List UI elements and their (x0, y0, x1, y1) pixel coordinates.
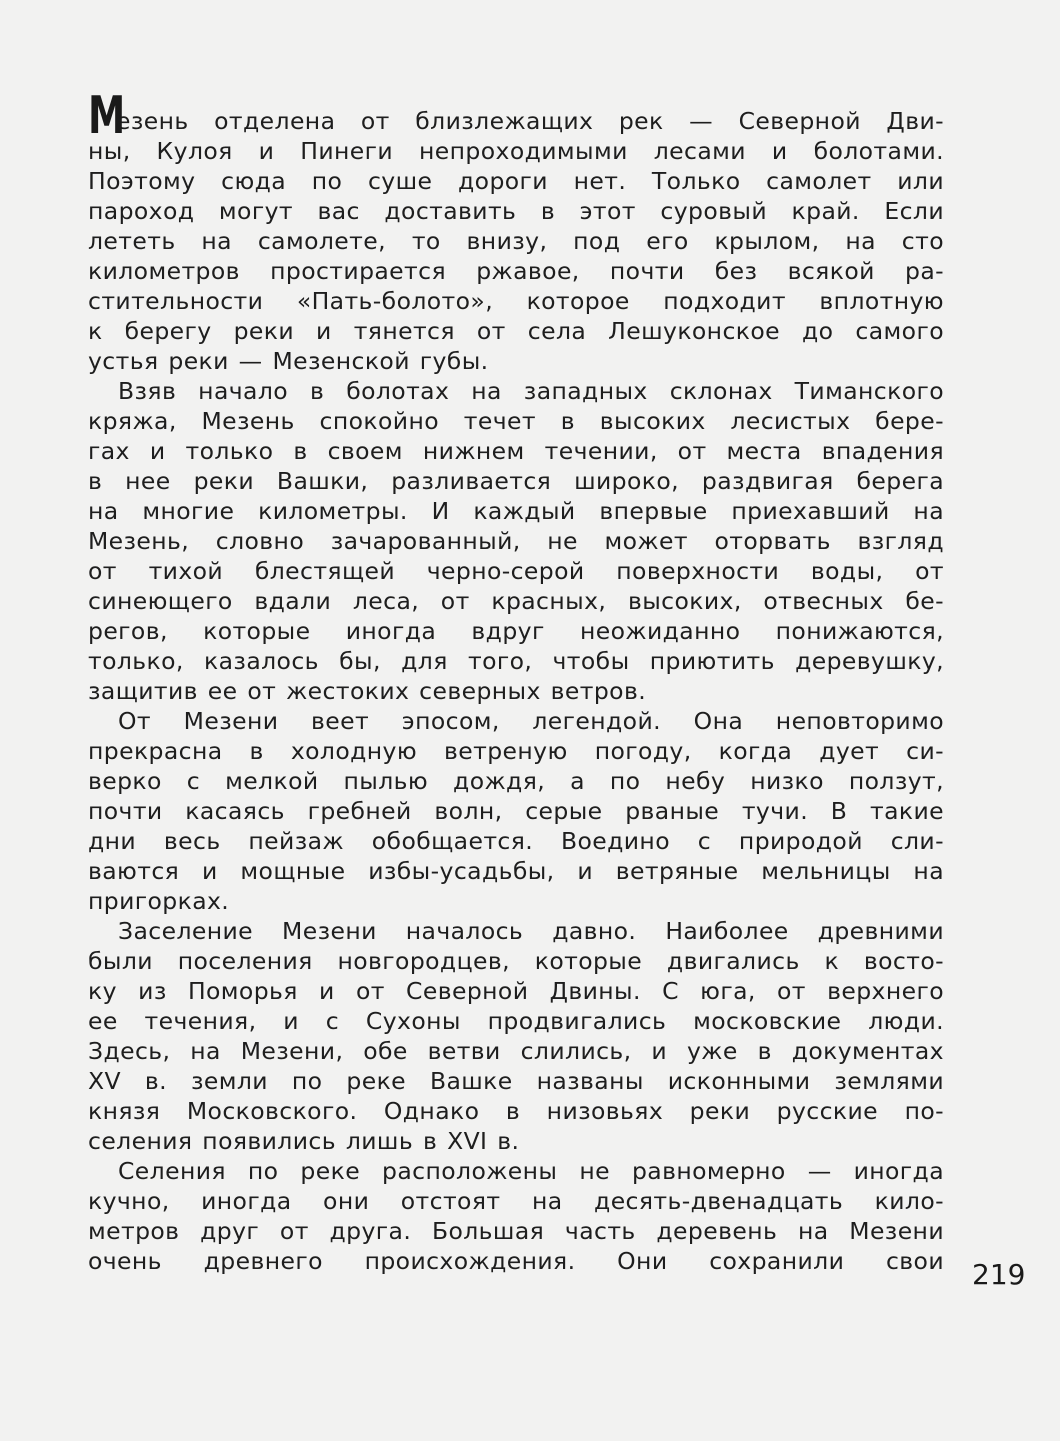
text-line: дни весь пейзаж обобщается. Воедино с природой сли- (88, 827, 944, 855)
page-number: 219 (972, 1258, 1026, 1291)
text-line: князя Московского. Однако в низовьях реки русские по- (88, 1097, 944, 1125)
text-line: Заселение Мезени началось давно. Наиболее древними (118, 917, 944, 945)
paragraph (88, 1156, 944, 1276)
text-line: устья реки — Мезенской губы. (88, 347, 489, 375)
text-line: от тихой блестящей черно-серой поверхности воды, от (88, 557, 944, 585)
text-line: Мезень, словно зачарованный, не может оторвать взгляд (88, 527, 944, 555)
text-line: стительности «Пать-болото», которое подходит вплотную (88, 287, 944, 315)
text-line: ку из Поморья и от Северной Двины. С юга, от верхнего (88, 977, 944, 1005)
drop-cap: М (88, 86, 126, 146)
text-line: были поселения новгородцев, которые двигались к восто- (88, 947, 944, 975)
text-line: Селения по реке расположены не равномерно — иногда (118, 1157, 944, 1185)
text-line: ваются и мощные избы-усадьбы, и ветряные мельницы на (88, 857, 944, 885)
text-line: От Мезени веет эпосом, легендой. Она неповторимо (118, 707, 944, 735)
paragraph (88, 86, 944, 376)
text-line: в нее реки Вашки, разливается широко, раздвигая берега (88, 467, 944, 495)
text-line: синеющего вдали леса, от красных, высоких, отвесных бе- (88, 587, 944, 615)
text-line: гах и только в своем нижнем течении, от места впадения (88, 437, 944, 465)
text-line: лететь на самолете, то внизу, под его крылом, на сто (88, 227, 944, 255)
text-line: очень древнего происхождения. Они сохранили свои (88, 1247, 944, 1275)
paragraph (88, 376, 944, 706)
text-line: защитив ее от жестоких северных ветров. (88, 677, 647, 705)
text-line: к берегу реки и тянется от села Лешуконское до самого (88, 317, 944, 345)
text-line: на многие километры. И каждый впервые приехавший на (88, 497, 944, 525)
text-line: Поэтому сюда по суше дороги нет. Только самолет или (88, 167, 944, 195)
text-line: почти касаясь гребней волн, серые рваные тучи. В такие (88, 797, 944, 825)
text-line: XV в. земли по реке Вашке названы исконными землями (88, 1067, 944, 1095)
text-line: ее течения, и с Сухоны продвигались московские люди. (88, 1007, 944, 1035)
text-line: селения появились лишь в XVI в. (88, 1127, 520, 1155)
paragraph (88, 916, 944, 1156)
text-line: только, казалось бы, для того, чтобы приютить деревушку, (88, 647, 944, 675)
text-line: Здесь, на Мезени, обе ветви слились, и уже в документах (88, 1037, 944, 1065)
text-line: регов, которые иногда вдруг неожиданно понижаются, (88, 617, 944, 645)
text-line: пригорках. (88, 887, 230, 915)
body-text (88, 86, 944, 1276)
text-line: километров простирается ржавое, почти без всякой ра- (88, 257, 944, 285)
text-line: кряжа, Мезень спокойно течет в высоких лесистых бере- (88, 407, 944, 435)
paragraph (88, 706, 944, 916)
text-line: верко с мелкой пылью дождя, а по небу низко ползут, (88, 767, 944, 795)
text-line: прекрасна в холодную ветреную погоду, когда дует си- (88, 737, 944, 765)
text-line: кучно, иногда они отстоят на десять-двенадцать кило- (88, 1187, 944, 1215)
first-line (88, 86, 944, 146)
text-line: езень отделена от близлежащих рек — Северной Дви- (116, 107, 944, 135)
text-line: ны, Кулоя и Пинеги непроходимыми лесами и болотами. (88, 137, 944, 165)
text-line: Взяв начало в болотах на западных склонах Тиманского (118, 377, 944, 405)
text-line: пароход могут вас доставить в этот суровый край. Если (88, 197, 944, 225)
text-line: метров друг от друга. Большая часть деревень на Мезени (88, 1217, 944, 1245)
